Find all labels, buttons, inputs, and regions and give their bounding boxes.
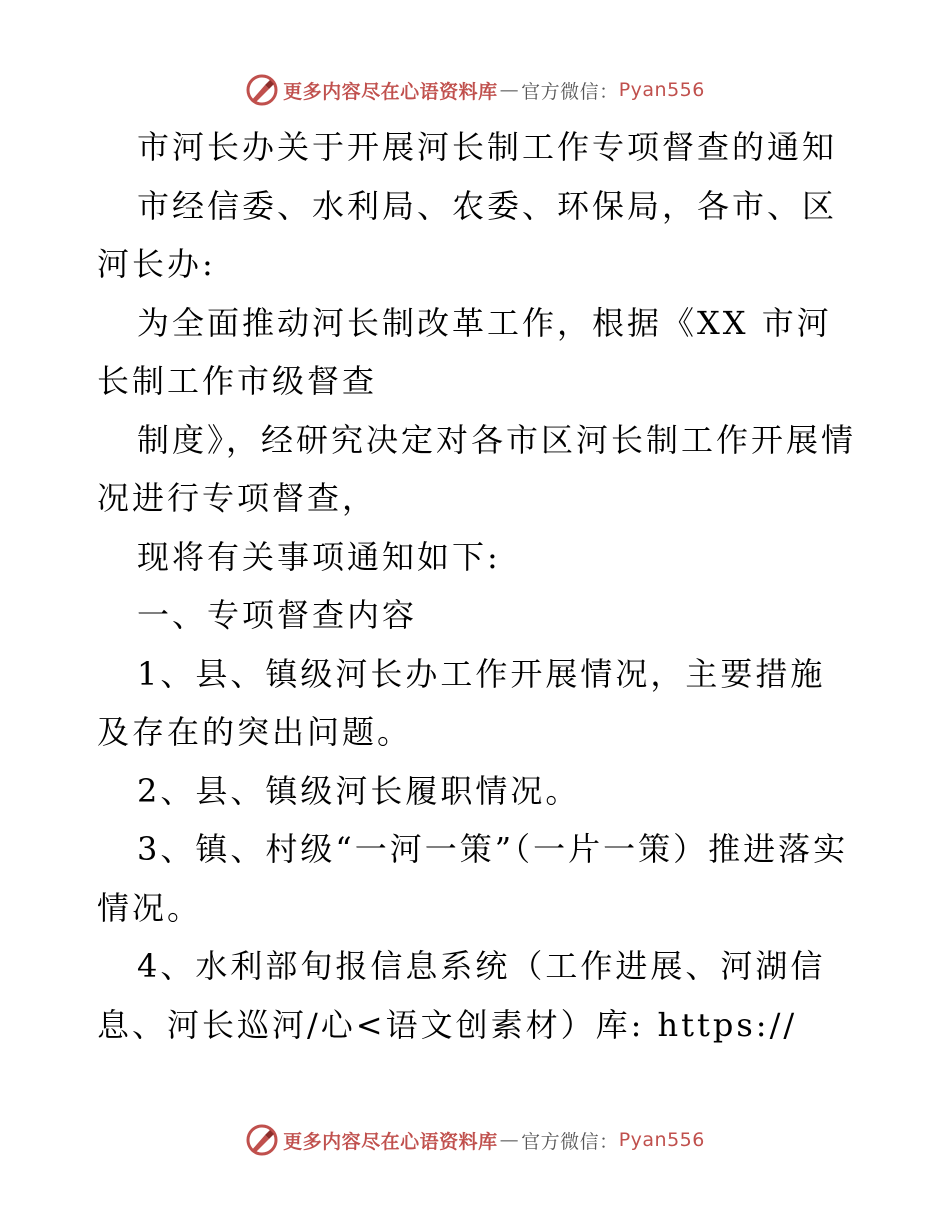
list-item: 3、镇、村级“一河一策”（一片一策）推进落实情况。 (97, 830, 849, 927)
watermark-banner-bottom (0, 1123, 950, 1157)
document-title: 市河长办关于开展河长制工作专项督查的通知 (137, 128, 838, 166)
watermark-label: 官方微信： (521, 1130, 619, 1153)
intro-paragraph-1: 为全面推动河长制改革工作，根据《XX 市河长制工作市级督查 (97, 303, 832, 400)
watermark-dash: — (499, 1129, 520, 1151)
pen-logo-icon (245, 1123, 279, 1157)
watermark-dash: — (499, 79, 520, 101)
list-item: 2、县、镇级河长履职情况。 (137, 771, 581, 810)
list-item: 1、县、镇级河长办工作开展情况，主要措施及存在的突出问题。 (97, 654, 826, 751)
watermark-label: 官方微信： (521, 80, 619, 103)
intro-paragraph-2: 制度》，经研究决定对各市区河长制工作开展情况进行专项督查， (97, 420, 857, 517)
watermark-brand: 更多内容尽在心语资料库 (283, 80, 498, 103)
watermark-wechat-id: Pyan556 (618, 1129, 705, 1151)
pen-logo-icon (245, 73, 279, 107)
document-body (97, 118, 857, 1054)
section-heading: 一、专项督查内容 (137, 596, 418, 634)
watermark-brand: 更多内容尽在心语资料库 (283, 1130, 498, 1153)
list-item: 4、水利部旬报信息系统（工作进展、河湖信息、河长巡河/心<语文创素材）库: https:// (97, 947, 826, 1044)
watermark-banner-top (0, 73, 950, 107)
watermark-wechat-id: Pyan556 (618, 79, 705, 101)
recipients: 市经信委、水利局、农委、环保局，各市、区河长办: (97, 186, 838, 283)
intro-paragraph-3: 现将有关事项通知如下: (137, 537, 501, 576)
